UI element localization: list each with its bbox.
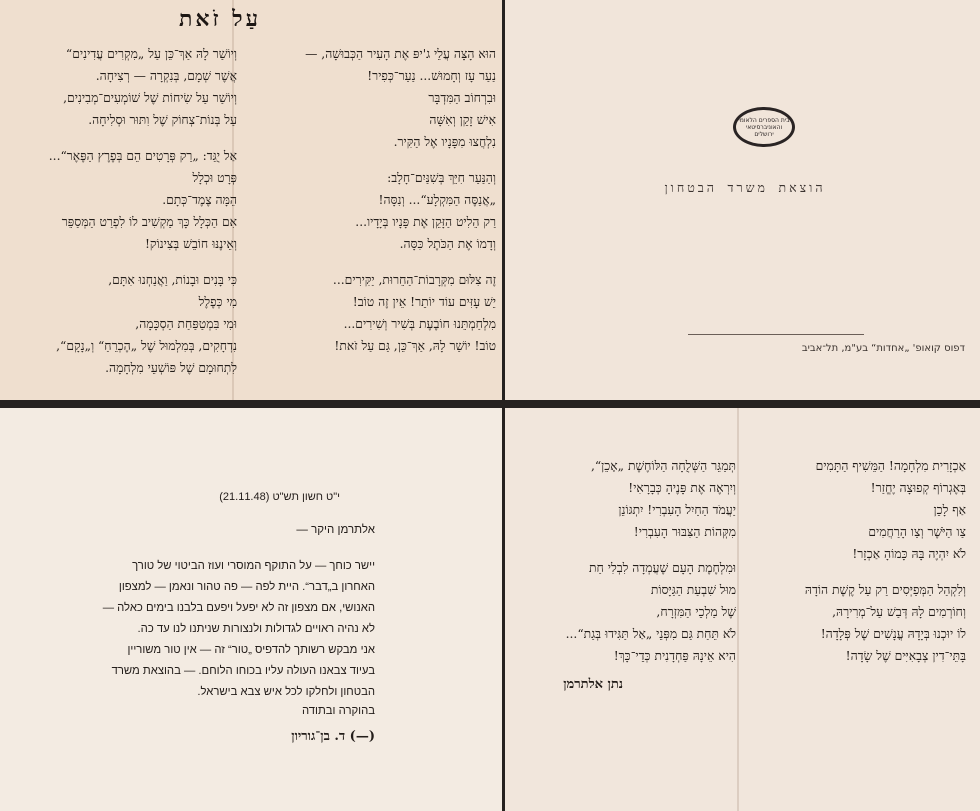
poem-line: וְאֵינֶנּוּ חוֹבֵשׁ בְּצִינוֹק! — [144, 237, 237, 251]
poem-line: לוֹ יוּכְנוּ בְּיָדָהּ עֳנָשִׁים שֶׁל פְּלָדָה! — [820, 627, 966, 641]
poem-line: וְיוֹשַׁר לָהּ אַךְ־כֵּן עַל „מִקְרִים עֲדִינִים“ — [65, 47, 237, 61]
poem-line: יֵשׁ עָזִּים עוֹד יוֹתֵר! אֵין זֶה טוֹב! — [352, 295, 496, 309]
printer-credit: דפוס קואופ' „אחדות“ בע"מ, תל־אביב — [801, 343, 965, 354]
poem-line: מוּל שִׁבְעַת הַגַּיָּסוֹת — [650, 583, 736, 597]
stanza-break — [508, 543, 736, 557]
stanza-break — [2, 131, 237, 145]
poem-column-right — [741, 455, 966, 667]
poem-line: הִיא אֵינָהּ פַּחְדָנִית כְּדֵי־כָּךְ! — [613, 649, 736, 663]
page-poem-part-one — [0, 0, 502, 400]
letter-line: אני מבקש רשותך להדפיס „טור“ זה — אין טור משוריין — [127, 644, 375, 656]
stamp-line: ירושלים — [754, 130, 774, 138]
poem-line: וְדָמוֹ אֶת הַכֹּתֶל כִּסָּה. — [399, 237, 496, 251]
poem-line: בְּאֶגְרוֹף קְפוּצָה יֶחֱזַר! — [870, 481, 966, 495]
poem-line: מִקְּהוֹת הַצִּבּוּר הָעִבְרִי! — [633, 525, 736, 539]
poem-line: וְיִרְאֶה אֶת פָּנֶיהָ כְּבָרָאִי! — [628, 481, 736, 495]
letter-closing: בהוקרה ובתודה — [301, 705, 375, 717]
letter-line: לא נהיה ראויים לגדולות ולנצורות שניתנו לנו עד כה. — [137, 623, 375, 635]
poem-column-left — [508, 455, 736, 667]
poem-author: נתן אלתרמן — [563, 677, 623, 692]
stamp-line: והאוניברסיטאי — [745, 123, 783, 131]
fold-crease — [737, 408, 739, 811]
poem-line: וְחוֹרְמִים לָהּ דְּבַשׁ עַל־מְרִירָהּ, — [832, 605, 966, 619]
page-poem-part-two — [505, 408, 980, 811]
poem-line: תְּמַגֵּר הַשְּׁלֻחָה הַלּוֹחֶשֶׁת „אָכֵן“, — [590, 459, 736, 473]
poem-line: וּמִלְחֶמֶת הָעָם שֶׁעֲמְדָה לִבְלִי חַת — [589, 561, 736, 575]
poem-line: „אֲנַסֶּה הַמִּקְלָע“... וְנִסָּה! — [378, 193, 496, 207]
poem-line: אַף לָכֵן — [933, 503, 966, 517]
letter-signature: (—) ד. בן־גוריון — [291, 729, 375, 744]
poem-line: פְּרָט וּכְלָל — [192, 171, 237, 185]
page-title-page — [505, 0, 980, 400]
library-stamp — [733, 107, 795, 147]
poem-line: הֵמָּה צֶמֶד־כְּתָם. — [162, 193, 237, 207]
letter-date: י"ט חשון תש"ט (21.11.48) — [219, 491, 340, 503]
poem-line: מִלְחַמְתֵּנוּ חוֹבֶעֶת בְּשִׁיר וְשִׁירִים... — [343, 317, 496, 331]
stanza-break — [741, 565, 966, 579]
poem-line: רַק הֵלִיט הַזָּקֵן אֶת פָּנָיו בְּיָדָיו... — [355, 215, 496, 229]
poem-line: נִדְחָקִים, בְּמִלְמוּל שֶׁל „הֶכְרֵחַ“ וְ„נָקָם“, — [56, 339, 237, 353]
poem-column-left — [2, 43, 237, 379]
poem-line: זֶה צִלּוּם מִקְּרָבוֹת־הַחֵרוּת, יַקִּירִים... — [332, 273, 496, 287]
poem-line: נִלְחֲצוּ מִפָּנָיו אֶל הַקִּיר. — [393, 135, 496, 149]
poem-title: עַל זֹאת — [178, 6, 262, 32]
poem-line: לֹא תֵּחַת גַּם מִפְּנֵי „אַל תַּגִּידוּ בְּגַת“... — [565, 627, 736, 641]
divider-line — [688, 334, 864, 335]
poem-line: כִּי בָּנִים וּבָנוֹת, וַאֲנַחְנוּ אִתָּם, — [108, 273, 237, 287]
poem-line: אַכְזָרִית מִלְחָמָה! הַמֵּשִׁיף הַתָּמִים — [815, 459, 966, 473]
poem-line: מִי כְּפֶלֶל — [198, 295, 237, 309]
poem-line: לִתְחוּמָם שֶׁל פּוֹשְׁעֵי מִלְחָמָה. — [105, 361, 237, 375]
letter-line: הבטחון ולחלקו לכל איש צבא בישראל. — [197, 686, 375, 698]
poem-line: לֹא יִהְיֶה בָּהּ כָּמוֹהָ אַכְזָר! — [852, 547, 966, 561]
letter-salutation: אלתרמן היקר — — [296, 524, 375, 536]
poem-line: נַעַר עָז וְחָמוּשׁ... נַעַר־כְּפִיר! — [367, 69, 496, 83]
letter-block — [45, 491, 375, 791]
poem-line: אִישׁ זָקֵן וְאִשָּׁה — [429, 113, 496, 127]
poem-line: הוּא הָצָּה עֲלֵי ג'יפּ אֶת הָעִיר הַכְּבוּשָׁה, — — [305, 47, 496, 61]
poem-line: בָּתֵּי־דִין צְבָאִיִּים שֶׁל שָׂדָה! — [845, 649, 966, 663]
poem-line: שֶׁל מַלְכֵי הַמִּזְרָח, — [656, 605, 736, 619]
page-letter — [0, 408, 502, 811]
poem-line: אַל יֻגַּד: „רַק פְּרָטִים הֵם בְּפֶרֶץ הַפֶּאֶר“... — [48, 149, 237, 163]
letter-line: האנושי, אם מצפון זה לא יפעל ויפעם בלבנו בימים כאלה — — [102, 602, 375, 614]
poem-line: וְלִקְהַל הַמְּפַיְּסִים רַק עַל קֶשֶׁת הוֹדָהּ — [804, 583, 966, 597]
poem-line: טוֹב! יוֹשַׁר לָהּ, אַךְ־כֵּן, גַּם עַל זֹאת! — [334, 339, 496, 353]
poem-line: וְיוֹשַׁר עַל שִׂיחוֹת שֶׁל שׁוֹמְעִים־מְבִינִים, — [63, 91, 237, 105]
letter-line: יישר כוחך — על התוקף המוסרי ועוז הביטוי של טורך — [132, 560, 375, 572]
letter-line: האחרון ב„דבר“. היית לפה — פה טהור ונאמן — למצפון — [118, 581, 375, 593]
stanza-break — [236, 255, 496, 269]
letter-line: בעיוד צבאנו העולה עליו בכוחו הלוחם. — בהוצאת משרד — [111, 665, 375, 677]
poem-line: וּמִי בִּמְטַפַּחַת הַסְכָּמָה, — [135, 317, 237, 331]
poem-line: צַו הַיֹּשֶׁר וְצַו הָרַחֲמִים — [868, 525, 966, 539]
poem-line: יַעֲמֹד הַחַיִל הָעִבְרִי! יִתְגּוֹנֵן — [618, 503, 736, 517]
publisher-name: הוצאת משרד הבטחון — [664, 180, 826, 195]
poem-column-right — [236, 43, 496, 357]
letter-body — [55, 556, 375, 703]
poem-line: אִם הַכְּלָל כָּךְ מַקְשִׁיב לוֹ לִפְרַט הַמְּסַפֵּר — [61, 215, 237, 229]
stamp-line: בית הספרים הלאומי — [738, 116, 790, 124]
poem-line: וּבִרְחוֹב הַמִּדְבָּר — [428, 91, 496, 105]
poem-line: וְהַנַּעַר חִיֵּךְ בְּשִׁנַּיִם־חָלָב: — [387, 171, 496, 185]
poem-line: עַל בְּנוֹת־צְחוֹק שֶׁל וִתּוּר וּסְלִיחָה. — [88, 113, 237, 127]
stanza-break — [236, 153, 496, 167]
poem-line: אֲשֶׁר שְׁמָם, בְּנִקְרָה — רְצִיחָה. — [95, 69, 237, 83]
stanza-break — [2, 255, 237, 269]
